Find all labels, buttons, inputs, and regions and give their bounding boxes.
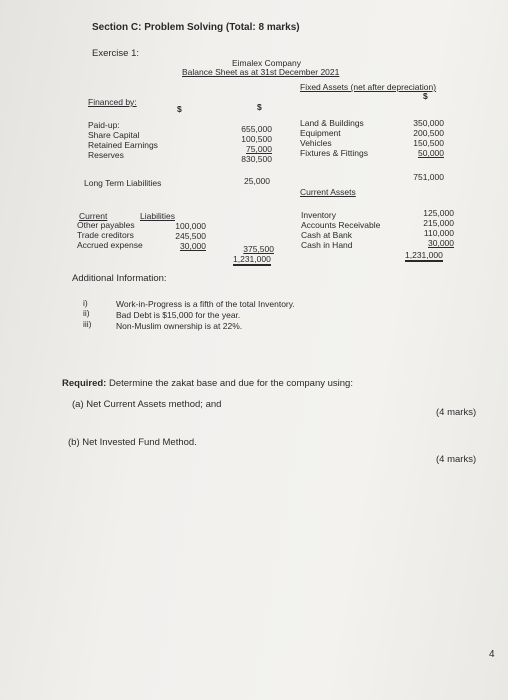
liabilities-grand-total-wrap bbox=[233, 254, 271, 266]
paid-up-total: 830,500 bbox=[241, 154, 272, 164]
cash-at-bank-amount: 110,000 bbox=[423, 228, 454, 238]
info-item-2-num: ii) bbox=[83, 308, 90, 318]
long-term-liabilities-label: Long Term Liabilities bbox=[84, 178, 162, 188]
page-number: 4 bbox=[489, 649, 495, 660]
retained-earnings-label: Retained Earnings bbox=[88, 140, 158, 150]
land-buildings-amount: 350,000 bbox=[413, 118, 444, 128]
fixed-assets-amounts bbox=[394, 118, 444, 158]
accounts-receivable-label: Accounts Receivable bbox=[301, 220, 381, 230]
info-item-3-text: Non-Muslim ownership is at 22%. bbox=[116, 321, 243, 331]
land-buildings-label: Land & Buildings bbox=[300, 118, 364, 128]
retained-earnings-amount: 100,500 bbox=[241, 134, 272, 144]
current-liabilities-labels bbox=[77, 220, 143, 250]
reserves-amount: 75,000 bbox=[246, 144, 272, 154]
accrued-expense-amount: 30,000 bbox=[180, 241, 206, 251]
current-liabilities-heading-liabilities: Liabilities bbox=[140, 211, 175, 221]
fixed-assets-heading: Fixed Assets (net after depreciation) bbox=[300, 82, 437, 92]
company-name: Eimalex Company bbox=[232, 58, 301, 68]
accounts-receivable-amount: 215,000 bbox=[423, 218, 454, 228]
equipment-label: Equipment bbox=[300, 128, 341, 138]
info-item-1-text: Work-in-Progress is a fifth of the total Inventory. bbox=[116, 299, 295, 309]
equipment-amount: 200,500 bbox=[413, 128, 444, 138]
current-liabilities-heading-current: Current bbox=[79, 211, 108, 221]
assets-grand-total: 1,231,000 bbox=[405, 250, 443, 260]
info-item-1-num: i) bbox=[83, 298, 88, 308]
vehicles-label: Vehicles bbox=[300, 138, 332, 148]
cash-in-hand-label: Cash in Hand bbox=[301, 240, 353, 250]
fixed-assets-labels bbox=[300, 118, 368, 158]
assets-grand-total-wrap bbox=[405, 250, 443, 262]
cash-in-hand-amount: 30,000 bbox=[428, 238, 454, 248]
paid-up-label: Paid-up: bbox=[88, 120, 120, 130]
financed-by-label: Financed by: bbox=[88, 97, 137, 107]
info-item-2-text: Bad Debt is $15,000 for the year. bbox=[116, 310, 241, 320]
inventory-amount: 125,000 bbox=[423, 208, 454, 218]
liabilities-grand-total: 1,231,000 bbox=[233, 254, 271, 264]
balance-sheet-title: Balance Sheet as at 31st December 2021 bbox=[182, 67, 340, 77]
fixtures-fittings-amount: 50,000 bbox=[418, 148, 444, 158]
part-a-marks: (4 marks) bbox=[436, 407, 477, 418]
paid-up-amounts bbox=[224, 124, 272, 164]
required-line bbox=[62, 378, 353, 389]
info-item-3-num: iii) bbox=[83, 319, 92, 329]
currency-financed-by: $ bbox=[177, 104, 182, 114]
part-b-text: (b) Net Invested Fund Method. bbox=[68, 437, 197, 448]
part-b-marks: (4 marks) bbox=[436, 454, 477, 465]
current-assets-labels bbox=[301, 210, 380, 250]
currency-fixed-assets: $ bbox=[423, 91, 428, 101]
additional-info-heading: Additional Information: bbox=[72, 273, 167, 284]
exercise-label: Exercise 1: bbox=[92, 48, 139, 59]
long-term-liabilities-amount: 25,000 bbox=[244, 176, 270, 186]
required-text: Determine the zakat base and due for the company using: bbox=[108, 378, 353, 389]
other-payables-amount: 100,000 bbox=[175, 221, 206, 231]
vehicles-amount: 150,500 bbox=[413, 138, 444, 148]
inventory-label: Inventory bbox=[301, 210, 336, 220]
required-label: Required: bbox=[62, 378, 107, 389]
fixed-assets-total: 751,000 bbox=[413, 172, 444, 182]
accrued-expense-label: Accrued expense bbox=[77, 240, 143, 250]
trade-creditors-label: Trade creditors bbox=[77, 230, 134, 240]
share-capital-label: Share Capital bbox=[88, 130, 140, 140]
current-assets-heading: Current Assets bbox=[300, 187, 356, 197]
trade-creditors-amount: 245,500 bbox=[175, 231, 206, 241]
part-a-text: (a) Net Current Assets method; and bbox=[72, 399, 222, 410]
currency-amounts: $ bbox=[257, 102, 262, 112]
section-title: Section C: Problem Solving (Total: 8 marks) bbox=[92, 22, 300, 33]
share-capital-amount: 655,000 bbox=[241, 124, 272, 134]
current-assets-amounts bbox=[404, 208, 454, 248]
reserves-label: Reserves bbox=[88, 150, 124, 160]
cash-at-bank-label: Cash at Bank bbox=[301, 230, 353, 240]
paid-up-labels bbox=[88, 120, 158, 160]
current-liabilities-subtotal: 375,500 bbox=[243, 244, 274, 254]
current-liabilities-amounts bbox=[158, 221, 206, 251]
fixtures-fittings-label: Fixtures & Fittings bbox=[300, 148, 369, 158]
other-payables-label: Other payables bbox=[77, 220, 135, 230]
